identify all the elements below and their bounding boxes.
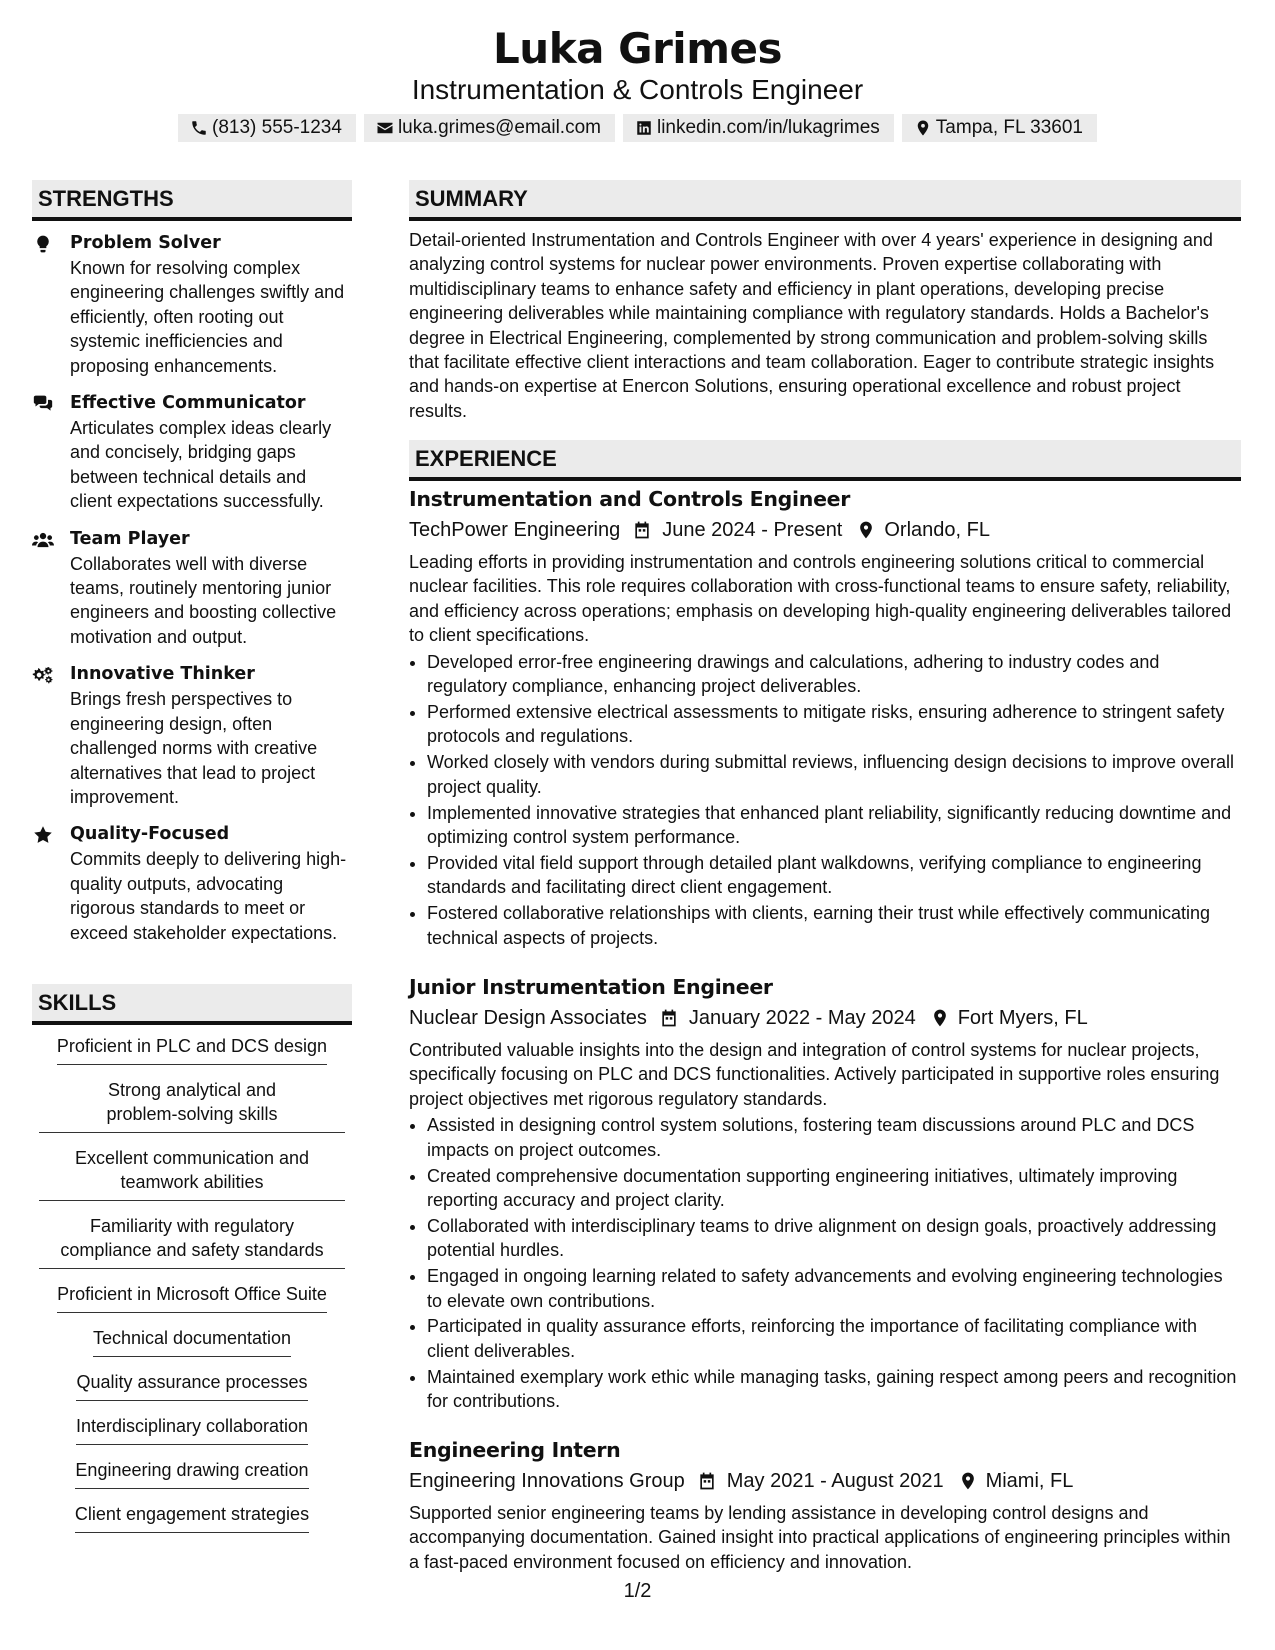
job-location: Orlando, FL [884, 519, 990, 541]
skills-list [32, 1034, 352, 1533]
cogs-icon [32, 665, 54, 685]
summary-heading: SUMMARY [409, 180, 1241, 221]
map-pin-icon [856, 520, 876, 540]
bullet-item: • Developed error-free engineering drawings and calculations, adhering to industry codes and regulatory compliance, enhancing project deliverables. [427, 650, 1241, 699]
bullet-item: • Collaborated with interdisciplinary teams to drive alignment on design goals, proactively addressing potential hurdles. [427, 1214, 1241, 1263]
strength-desc: Collaborates well with diverse teams, routinely mentoring junior engineers and boosting collective motivation and output. [70, 553, 337, 647]
strength-item [32, 230, 352, 378]
map-pin-icon [930, 1008, 950, 1028]
linkedin-icon [635, 119, 653, 137]
job-meta [409, 516, 1241, 544]
skills-heading: SKILLS [32, 984, 352, 1025]
page-number: 1/2 [623, 1580, 652, 1602]
contact-linkedin[interactable] [623, 114, 894, 142]
calendar-icon [632, 520, 652, 540]
job-entry [409, 972, 1241, 1415]
strength-title: Quality-Focused [70, 824, 230, 845]
email-text: luka.grimes@email.com [397, 117, 601, 138]
experience-heading: EXPERIENCE [409, 440, 1241, 481]
strength-title: Effective Communicator [70, 393, 306, 414]
skill-item: Proficient in Microsoft Office Suite [32, 1282, 352, 1313]
skill-item: Proficient in PLC and DCS design [32, 1034, 352, 1065]
strength-desc: Brings fresh perspectives to engineering design, often challenged norms with creative alternatives that lead to project improvement. [70, 689, 318, 807]
skill-item: Quality assurance processes [32, 1370, 352, 1401]
job-title: Engineering Intern [409, 1438, 621, 1462]
skill-item: Excellent communication and teamwork abilities [32, 1146, 352, 1201]
contact-phone[interactable] [178, 114, 356, 142]
bullet-item: • Maintained exemplary work ethic while managing tasks, gaining respect among peers and recognition for contributions. [427, 1365, 1241, 1414]
job-description: Supported senior engineering teams by lending assistance in developing control designs and accompanying documentation. Gained insight into practical applications of engineering principles within a fast-paced environment focused on efficiency and innovation. [409, 1503, 1231, 1572]
skill-item: Familiarity with regulatory compliance and safety standards [32, 1214, 352, 1269]
job-company: TechPower Engineering [409, 519, 621, 541]
contact-email[interactable] [364, 114, 615, 142]
job-dates: June 2024 - Present [662, 519, 843, 541]
job-bullets [409, 1113, 1241, 1413]
strength-title: Team Player [70, 528, 190, 549]
bullet-item: • Engaged in ongoing learning related to safety advancements and evolving engineering technologies to elevate own contributions. [427, 1264, 1241, 1313]
bullet-item: • Created comprehensive documentation supporting engineering initiatives, ultimately improving reporting accuracy and project clarity. [427, 1164, 1241, 1213]
strength-item [32, 661, 352, 809]
star-icon [32, 825, 54, 845]
strength-desc: Known for resolving complex engineering challenges swiftly and efficiently, often rooting out systemic inefficiencies and proposing enhancements. [70, 258, 345, 376]
job-location: Miami, FL [985, 1470, 1074, 1492]
skill-item: Client engagement strategies [32, 1502, 352, 1533]
job-entry [409, 484, 1241, 952]
candidate-name: Luka Grimes [493, 24, 782, 73]
strengths-heading: STRENGTHS [32, 180, 352, 221]
lightbulb-icon [32, 234, 54, 254]
envelope-icon [376, 119, 394, 137]
bullet-item: • Worked closely with vendors during submittal reviews, influencing design decisions to improve overall project quality. [427, 750, 1241, 799]
users-icon [32, 530, 54, 550]
map-pin-icon [958, 1471, 978, 1491]
strength-item [32, 821, 352, 945]
location-text: Tampa, FL 33601 [935, 117, 1083, 138]
strength-desc: Commits deeply to delivering high-quality outputs, advocating rigorous standards to meet or exceed stakeholder expectations. [70, 849, 347, 943]
calendar-icon [659, 1008, 679, 1028]
job-dates: May 2021 - August 2021 [726, 1470, 944, 1492]
comments-icon [32, 394, 54, 414]
linkedin-text: linkedin.com/in/lukagrimes [656, 117, 880, 138]
job-description: Contributed valuable insights into the design and integration of control systems for nuclear projects, specifically focusing on PLC and DCS functionalities. Actively participated in supportive roles ensuring project objectives met rigorous regulatory standards. [409, 1040, 1220, 1109]
calendar-icon [697, 1471, 717, 1491]
job-bullets [409, 650, 1241, 950]
phone-icon [190, 119, 208, 137]
job-title: Instrumentation and Controls Engineer [409, 487, 851, 511]
phone-text: (813) 555-1234 [212, 117, 342, 138]
job-description: Leading efforts in providing instrumentation and controls engineering solutions critical to commercial nuclear facilities. This role requires collaboration with cross-functional teams to ensure safety, reliability, and efficiency across operations; emphasis on developing high-quality engineering deliverables tailored to client specifications. [409, 552, 1232, 646]
job-meta [409, 1467, 1241, 1495]
bullet-item: • Implemented innovative strategies that enhanced plant reliability, significantly reducing downtime and optimizing control system performance. [427, 801, 1241, 850]
strength-title: Problem Solver [70, 233, 221, 253]
bullet-item: • Assisted in designing control system solutions, fostering team discussions around PLC and DCS impacts on project outcomes. [427, 1113, 1241, 1162]
strength-item [32, 390, 352, 514]
strength-title: Innovative Thinker [70, 664, 255, 685]
strengths-list [32, 230, 352, 957]
skill-item: Technical documentation [32, 1326, 352, 1357]
job-meta [409, 1004, 1241, 1032]
job-entry [409, 1435, 1241, 1574]
bullet-item: • Performed extensive electrical assessments to mitigate risks, ensuring adherence to stringent safety protocols and regulations. [427, 700, 1241, 749]
bullet-item: • Fostered collaborative relationships with clients, earning their trust while effectively communicating technical aspects of projects. [427, 901, 1241, 950]
skill-item: Strong analytical and problem-solving skills [32, 1078, 352, 1133]
job-dates: January 2022 - May 2024 [688, 1007, 916, 1029]
skill-item: Engineering drawing creation [32, 1458, 352, 1489]
bullet-item: • Provided vital field support through detailed plant walkdowns, verifying compliance to engineering standards and facilitating direct client engagement. [427, 851, 1241, 900]
job-location: Fort Myers, FL [957, 1007, 1088, 1029]
job-company: Nuclear Design Associates [409, 1007, 647, 1029]
contact-bar [0, 114, 1275, 142]
strength-desc: Articulates complex ideas clearly and concisely, bridging gaps between technical details and client expectations successfully. [70, 418, 332, 512]
strength-item [32, 526, 352, 650]
job-company: Engineering Innovations Group [409, 1470, 685, 1492]
bullet-item: • Participated in quality assurance efforts, reinforcing the importance of facilitating compliance with client deliverables. [427, 1314, 1241, 1363]
contact-location [902, 114, 1097, 142]
job-title: Junior Instrumentation Engineer [409, 975, 773, 999]
skill-item: Interdisciplinary collaboration [32, 1414, 352, 1445]
map-pin-icon [914, 119, 932, 137]
summary-text: Detail-oriented Instrumentation and Controls Engineer with over 4 years' experience in designing and analyzing control systems for nuclear power environments. Proven expertise collaborating with multidisciplinary teams to enhance safety and efficiency in plant operations, developing precise engineering deliverables while maintaining compliance with regulatory standards. Holds a Bachelor's degree in Electrical Engineering, complemented by strong communication and problem-solving skills that facilitate effective client interactions and team collaboration. Eager to contribute strategic insights and hands-on expertise at Enercon Solutions, ensuring operational excellence and robust project results. [409, 230, 1215, 421]
candidate-role: Instrumentation & Controls Engineer [411, 74, 864, 105]
